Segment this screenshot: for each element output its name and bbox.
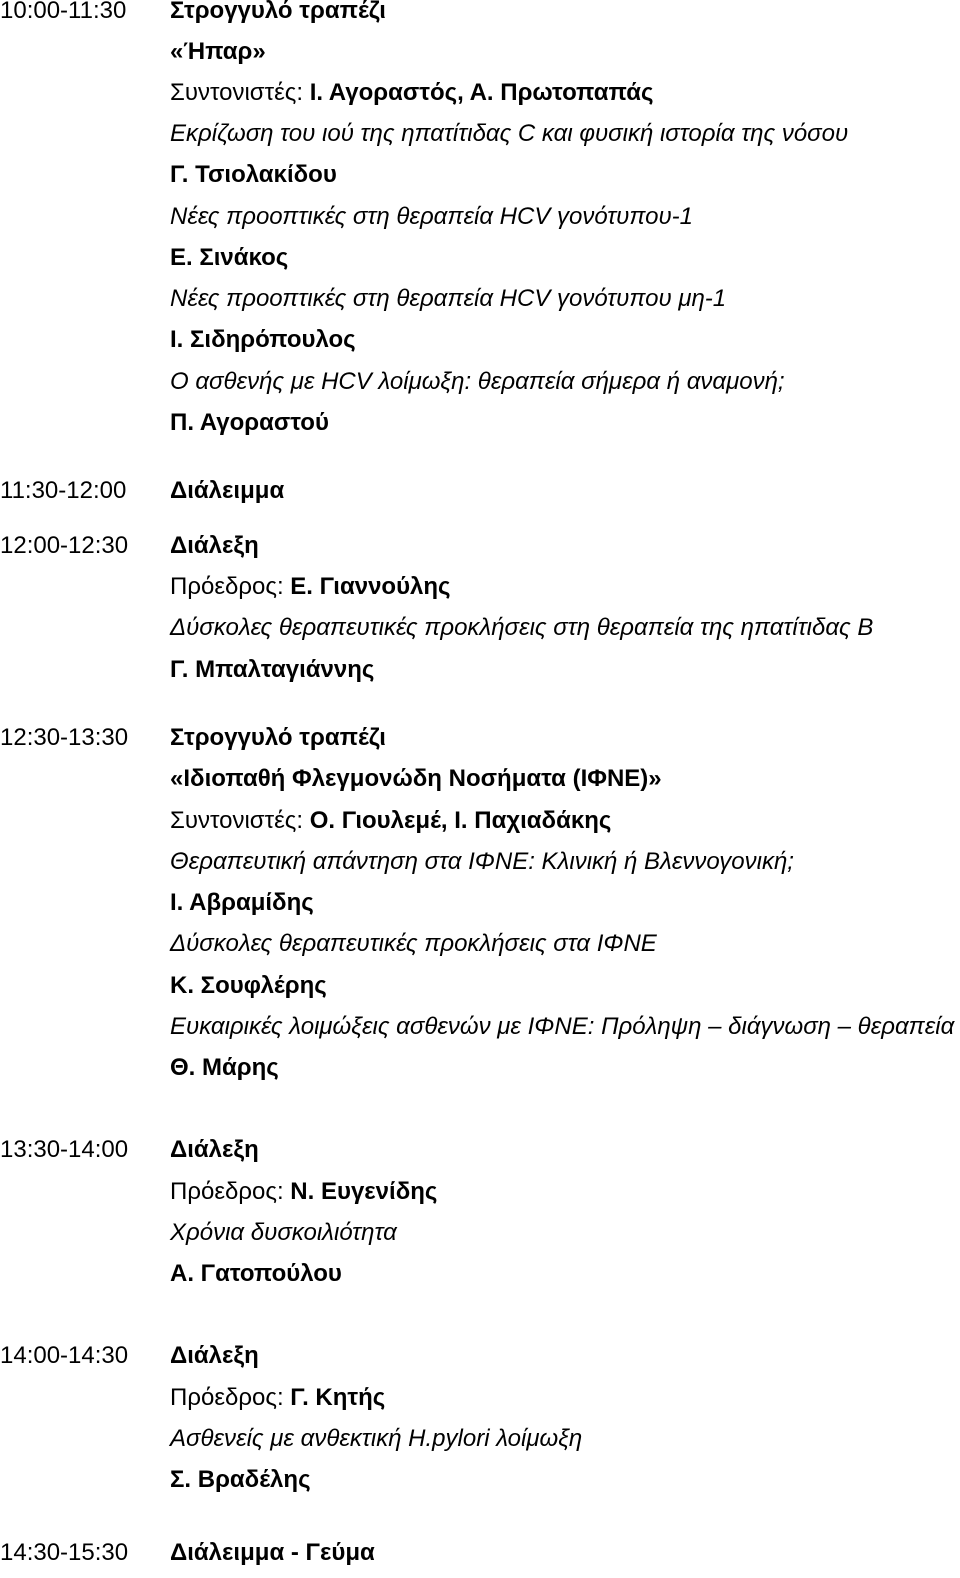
chair-label: Πρόεδρος: — [170, 1178, 291, 1205]
talk-title: Δύσκολες θεραπευτικές προκλήσεις στα ΙΦΝΕ — [170, 930, 657, 957]
talk-speaker: Γ. Μπαλταγιάννης — [170, 656, 375, 683]
talk-title: Νέες προοπτικές στη θεραπεία HCV γονότυπου μη-1 — [170, 285, 727, 312]
talk-title: Νέες προοπτικές στη θεραπεία HCV γονότυπου-1 — [170, 203, 693, 230]
session-type: Διάλεξη — [170, 1342, 259, 1369]
talk-title: Δύσκολες θεραπευτικές προκλήσεις στη θεραπεία της ηπατίτιδας Β — [170, 614, 874, 641]
talk-title: Χρόνια δυσκοιλιότητα — [170, 1219, 397, 1246]
talk-speaker: Π. Αγοραστού — [170, 409, 329, 436]
session-type: Διάλειμμα — [170, 477, 285, 504]
chair-name: Ν. Ευγενίδης — [290, 1178, 438, 1205]
coordinators — [170, 806, 611, 836]
talk-speaker: Κ. Σουφλέρης — [170, 972, 327, 999]
chair — [170, 572, 451, 602]
talk-speaker: Γ. Τσιολακίδου — [170, 161, 337, 188]
talk-title: Ο ασθενής με HCV λοίμωξη: θεραπεία σήμερα ή αναμονή; — [170, 368, 785, 395]
session-type: Διάλεξη — [170, 1136, 259, 1163]
talk-title: Θεραπευτική απάντηση στα ΙΦΝΕ: Κλινική ή Βλεννογονική; — [170, 848, 794, 875]
session-time: 12:30-13:30 — [0, 724, 129, 751]
talk-title: Ασθενείς με ανθεκτική H.pylori λοίμωξη — [170, 1425, 583, 1452]
coordinators-names: Ο. Γιουλεμέ, Ι. Παχιαδάκης — [309, 807, 612, 834]
session-time: 14:30-15:30 — [0, 1539, 129, 1566]
talk-speaker: Θ. Μάρης — [170, 1054, 279, 1081]
talk-speaker: Ι. Αβραμίδης — [170, 889, 314, 916]
session-time: 11:30-12:00 — [0, 477, 127, 504]
coordinators-label: Συντονιστές: — [170, 79, 310, 106]
chair — [170, 1177, 437, 1207]
talk-title: Ευκαιρικές λοιμώξεις ασθενών με ΙΦΝΕ: Πρόληψη – διάγνωση – θεραπεία — [170, 1013, 955, 1040]
session-time: 13:30-14:00 — [0, 1136, 129, 1163]
session-type: Διάλεξη — [170, 532, 259, 559]
session-type: Διάλειμμα - Γεύμα — [170, 1539, 375, 1566]
chair-label: Πρόεδρος: — [170, 573, 291, 600]
session-title: «Ιδιοπαθή Φλεγμονώδη Νοσήματα (ΙΦΝΕ)» — [170, 765, 662, 792]
talk-speaker: Σ. Βραδέλης — [170, 1466, 311, 1493]
session-title: «Ήπαρ» — [170, 38, 266, 65]
chair-name: Γ. Κητής — [290, 1384, 386, 1411]
session-time: 10:00-11:30 — [0, 0, 127, 24]
coordinators — [170, 78, 653, 108]
talk-speaker: Ε. Σινάκος — [170, 244, 289, 271]
talk-speaker: Ι. Σιδηρόπουλος — [170, 326, 356, 353]
chair-name: Ε. Γιαννούλης — [290, 573, 451, 600]
session-time: 12:00-12:30 — [0, 532, 129, 559]
coordinators-label: Συντονιστές: — [170, 807, 310, 834]
talk-title: Εκρίζωση του ιού της ηπατίτιδας C και φυσική ιστορία της νόσου — [170, 120, 849, 147]
chair-label: Πρόεδρος: — [170, 1384, 291, 1411]
session-time: 14:00-14:30 — [0, 1342, 129, 1369]
chair — [170, 1383, 385, 1413]
coordinators-names: Ι. Αγοραστός, Α. Πρωτοπαπάς — [309, 79, 654, 106]
talk-speaker: Α. Γατοπούλου — [170, 1260, 342, 1287]
session-type: Στρογγυλό τραπέζι — [170, 0, 386, 24]
session-type: Στρογγυλό τραπέζι — [170, 724, 386, 751]
